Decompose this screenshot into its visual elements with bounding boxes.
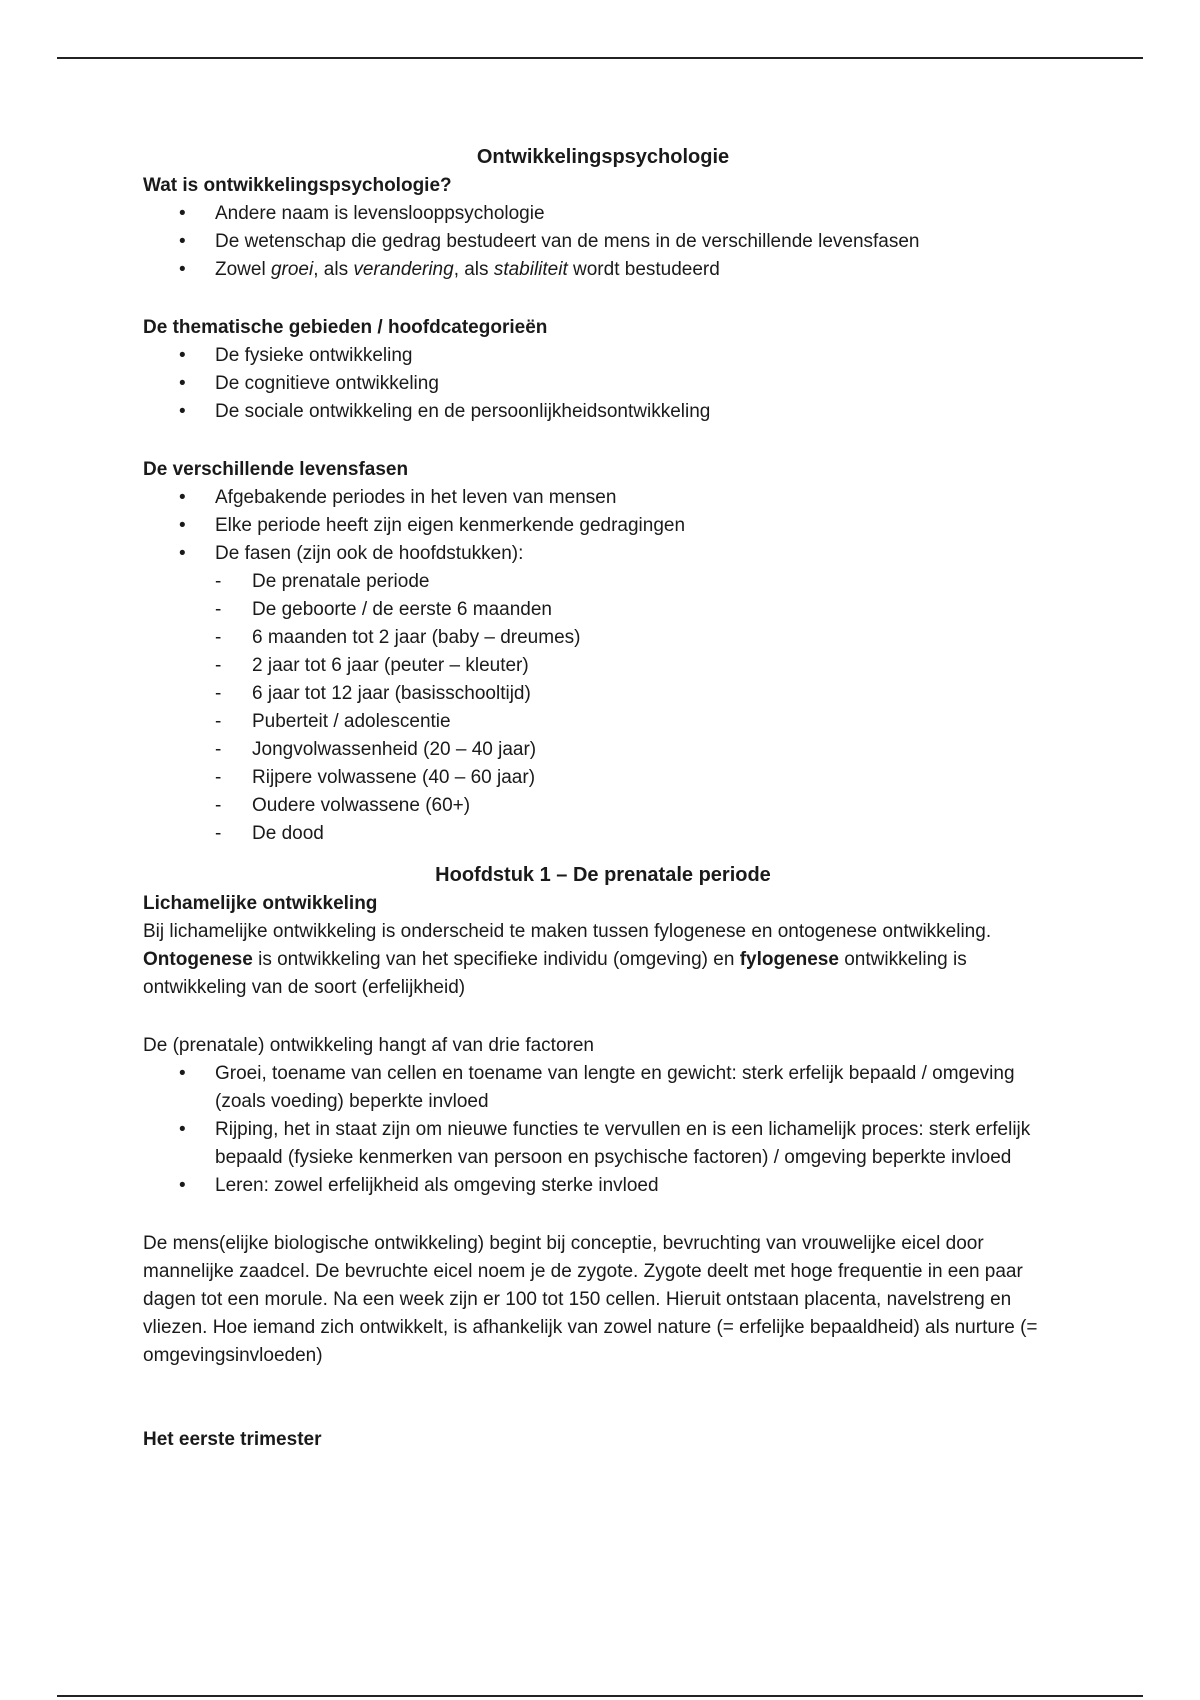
phase-item: - De prenatale periode: [143, 568, 1063, 596]
themes-list: [143, 342, 1063, 426]
emphasis-stabiliteit: stabiliteit: [493, 259, 568, 280]
list-item: • De fysieke ontwikkeling: [143, 342, 1063, 370]
bullet-icon: •: [179, 259, 186, 280]
list-item: • De wetenschap die gedrag bestudeert van de mens in de verschillende levensfasen: [143, 228, 1063, 256]
life-phases-list: [143, 484, 1063, 568]
term-fylogenese: fylogenese: [739, 949, 839, 970]
factors-intro: De (prenatale) ontwikkeling hangt af van drie factoren: [143, 1035, 594, 1056]
list-item: • Leren: zowel erfelijkheid als omgeving sterke invloed: [143, 1172, 1063, 1200]
bullet-icon: •: [179, 1175, 186, 1196]
dash-icon: -: [215, 767, 222, 788]
document-body: [143, 142, 1063, 1454]
bullet-icon: •: [179, 515, 186, 536]
definition-list: [143, 200, 1063, 284]
list-item: • Zowel groei, als verandering, als stabiliteit wordt bestudeerd: [143, 256, 1063, 284]
dash-icon: -: [215, 627, 222, 648]
bullet-icon: •: [179, 345, 186, 366]
phases-sublist: [143, 568, 1063, 848]
phase-item: - 6 maanden tot 2 jaar (baby – dreumes): [143, 624, 1063, 652]
header-rule: [57, 57, 1143, 59]
footer-rule: [57, 1695, 1143, 1697]
bullet-icon: •: [179, 1119, 186, 1140]
bullet-icon: •: [179, 231, 186, 252]
phase-item: - Puberteit / adolescentie: [143, 708, 1063, 736]
dash-icon: -: [215, 655, 222, 676]
section-heading-physical: Lichamelijke ontwikkeling: [143, 893, 378, 914]
section-heading-themes: De thematische gebieden / hoofdcategorieën: [143, 317, 548, 338]
list-item: • Andere naam is levenslooppsychologie: [143, 200, 1063, 228]
bullet-icon: •: [179, 487, 186, 508]
bullet-icon: •: [179, 203, 186, 224]
factors-list: [143, 1060, 1063, 1200]
list-item: • Rijping, het in staat zijn om nieuwe functies te vervullen en is een lichamelijk proces: sterk erfelijk bepaald (fysieke kenmerken van persoon en psychische factoren) / omgeving beperkte invloed: [143, 1116, 1063, 1172]
list-item: • De cognitieve ontwikkeling: [143, 370, 1063, 398]
dash-icon: -: [215, 823, 222, 844]
list-item: • Groei, toename van cellen en toename van lengte en gewicht: sterk erfelijk bepaald / omgeving (zoals voeding) beperkte invloed: [143, 1060, 1063, 1116]
phase-item: - Jongvolwassenheid (20 – 40 jaar): [143, 736, 1063, 764]
phase-item: - 2 jaar tot 6 jaar (peuter – kleuter): [143, 652, 1063, 680]
list-item: • De fasen (zijn ook de hoofdstukken):: [143, 540, 1063, 568]
dash-icon: -: [215, 795, 222, 816]
bullet-icon: •: [179, 543, 186, 564]
dash-icon: -: [215, 711, 222, 732]
bullet-icon: •: [179, 401, 186, 422]
phase-item: - Rijpere volwassene (40 – 60 jaar): [143, 764, 1063, 792]
section-heading-definition: Wat is ontwikkelingspsychologie?: [143, 175, 452, 196]
chapter-title: Hoofdstuk 1 – De prenatale periode: [435, 864, 771, 886]
section-heading-trimester: Het eerste trimester: [143, 1429, 322, 1450]
term-ontogenese: Ontogenese: [143, 949, 253, 970]
phase-item: - De geboorte / de eerste 6 maanden: [143, 596, 1063, 624]
dash-icon: -: [215, 739, 222, 760]
phase-item: - De dood: [143, 820, 1063, 848]
bullet-icon: •: [179, 373, 186, 394]
conception-paragraph: De mens(elijke biologische ontwikkeling) begint bij conceptie, bevruchting van vrouwelijke eicel door mannelijke zaadcel. De bevruchte eicel noem je de zygote. Zygote deelt met hoge frequentie in een paar dagen tot een morule. Na een week zijn er 100 tot 150 cellen. Hieruit ontstaan placenta, navelstreng en vliezen. Hoe iemand zich ontwikkelt, is afhankelijk van zowel nature (= erfelijke bepaaldheid) als nurture (= omgevingsinvloeden): [143, 1233, 1038, 1366]
page-title: Ontwikkelingspsychologie: [476, 146, 730, 168]
bullet-icon: •: [179, 1063, 186, 1084]
emphasis-verandering: verandering: [353, 259, 454, 280]
dash-icon: -: [215, 683, 222, 704]
phase-item: - Oudere volwassene (60+): [143, 792, 1063, 820]
dash-icon: -: [215, 571, 222, 592]
phase-item: - 6 jaar tot 12 jaar (basisschooltijd): [143, 680, 1063, 708]
section-heading-life-phases: De verschillende levensfasen: [143, 459, 409, 480]
intro-paragraph: Bij lichamelijke ontwikkeling is onderscheid te maken tussen fylogenese en ontogenese ontwikkeling. Ontogenese is ontwikkeling van het specifieke individu (omgeving) en fylogenese ontwikkeling is ontwikkeling van de soort (erfelijkheid): [143, 921, 992, 998]
list-item: • De sociale ontwikkeling en de persoonlijkheidsontwikkeling: [143, 398, 1063, 426]
dash-icon: -: [215, 599, 222, 620]
list-item: • Elke periode heeft zijn eigen kenmerkende gedragingen: [143, 512, 1063, 540]
emphasis-groei: groei: [270, 259, 314, 280]
list-item: • Afgebakende periodes in het leven van mensen: [143, 484, 1063, 512]
